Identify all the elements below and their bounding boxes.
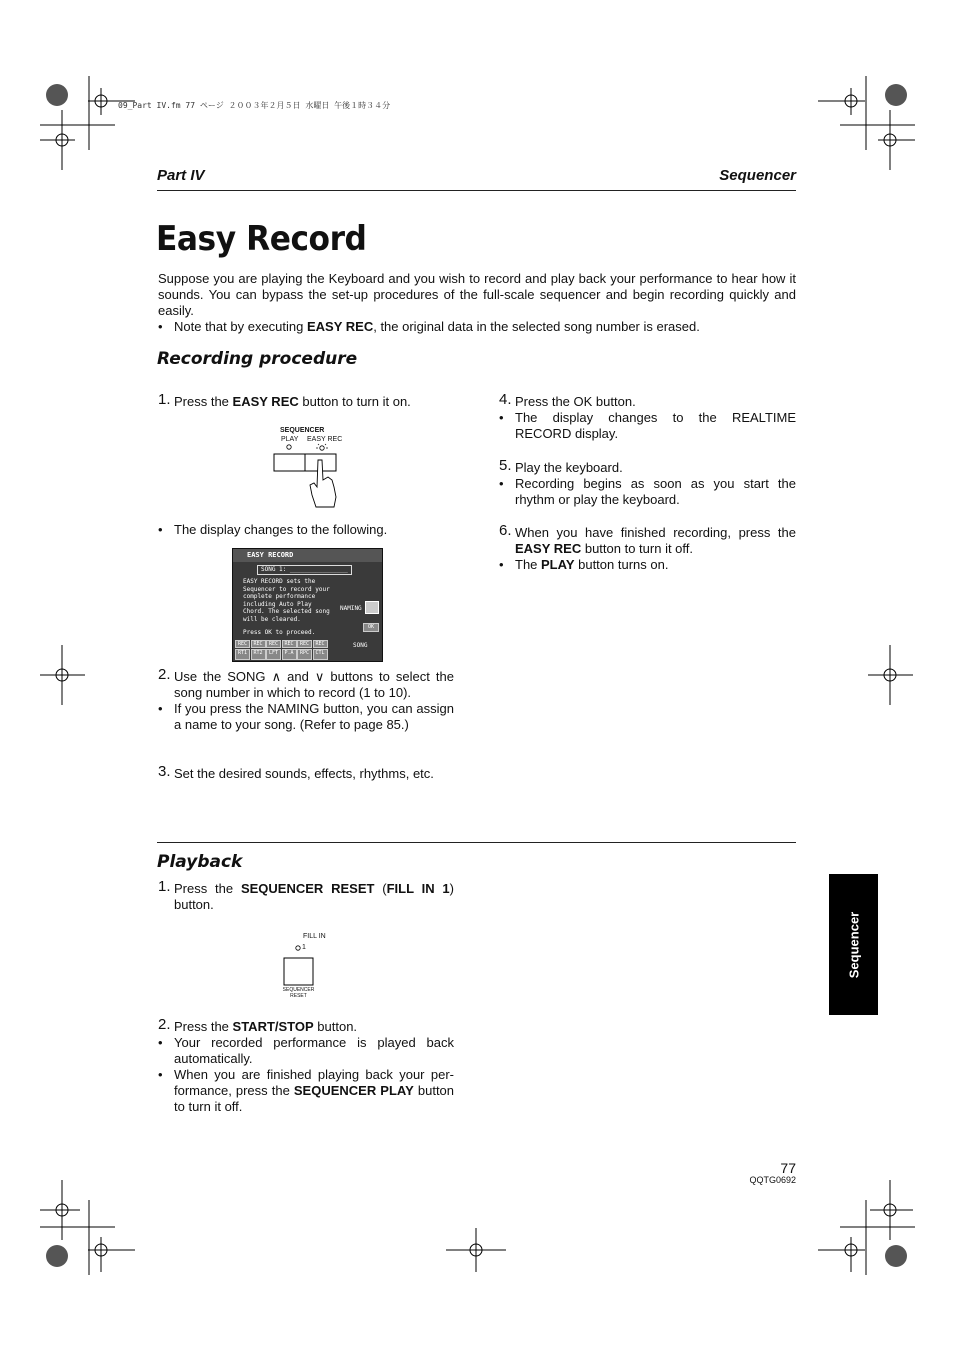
lcd-track-rec-button[interactable]: REC [313, 640, 328, 648]
naming-icon [365, 601, 379, 614]
lcd-song-label: SONG [353, 642, 368, 649]
intro-note: • Note that by executing EASY REC, the original data in the selected song number is erased. [158, 319, 796, 335]
sequencer-reset-label: SEQUENCER RESET [282, 987, 315, 999]
rec-step-1: 1. Press the EASY REC button to turn it on. [158, 391, 411, 409]
lcd-track-label[interactable]: RT2 [251, 649, 266, 660]
play-step-2: 2. Press the START/STOP button. • Your recorded performance is played back automatically. • When you are finished playing back your performance, press the SEQUENCER PLAY button to turn it off. [158, 1019, 454, 1115]
lcd-track-label[interactable]: CTL [313, 649, 328, 660]
page-title: Easy Record [156, 219, 367, 259]
rec-step-2: 2. Use the SONG ∧ and ∨ buttons to select the song number in which to record (1 to 10). • If you press the NAMING button, you can assign a name to your song. (Refer to page 85.) [158, 669, 454, 733]
section-rule [157, 842, 796, 843]
panel-easyrec-label: EASY REC [307, 436, 343, 443]
lcd-track-label[interactable]: P.A [282, 649, 297, 660]
reset-button-shape [278, 930, 338, 990]
lcd-track-rec-button[interactable]: REC [235, 640, 250, 648]
intro [158, 271, 796, 335]
display-change-bullet: • The display changes to the following. [158, 522, 454, 538]
lcd-song-field: SONG 1: ________________ [257, 565, 352, 575]
lcd-track-label[interactable]: RPC [297, 649, 312, 660]
fill-in-label: FILL IN [303, 933, 326, 940]
lcd-proceed: Press OK to proceed. [243, 629, 316, 636]
lcd-track-rec-button[interactable]: REC [282, 640, 297, 648]
fill-in-1-label: 1 [302, 944, 306, 951]
page-number: 77 [780, 1160, 796, 1176]
lcd-track-label[interactable]: RT1 [235, 649, 250, 660]
easy-record-lcd [232, 548, 383, 662]
lcd-track-label[interactable]: LFT [266, 649, 281, 660]
play-step-1: 1. Press the SEQUENCER RESET (FILL IN 1) button. [158, 878, 455, 912]
recording-heading: Recording procedure [157, 349, 358, 369]
rec-step-6: 6. When you have finished recording, press the EASY REC button to turn it off. • The PLAY button turns on. [499, 525, 796, 573]
panel-play-label: PLAY [281, 436, 299, 443]
lcd-body: EASY RECORD sets the Sequencer to record your complete performance including Auto Play Chord. The selected song will be cleared. [243, 578, 330, 623]
rec-step-4: 4. Press the OK button. • The display changes to the REALTIME RECORD display. [499, 394, 796, 442]
lcd-naming: NAMING [340, 605, 362, 612]
sequencer-reset-illustration [278, 930, 338, 1005]
lcd-track-rec-button[interactable]: REC [251, 640, 266, 648]
lcd-title: EASY RECORD [247, 551, 294, 559]
panel-buttons [270, 425, 350, 510]
rec-step-5: 5. Play the keyboard. • Recording begins as soon as you start the rhythm or play the keyboard. [499, 460, 796, 508]
rec-step-3: 3. Set the desired sounds, effects, rhythms, etc. [158, 763, 434, 781]
header-part: Part IV [157, 167, 205, 184]
file-meta-line: 09_Part IV.fm 77 ページ ２００３年２月５日 水曜日 午後１時３４分 [118, 101, 391, 110]
lcd-track-rec-button[interactable]: REC [297, 640, 312, 648]
header-rule [157, 190, 796, 191]
doc-code: QQTG0692 [749, 1175, 796, 1185]
intro-text: Suppose you are playing the Keyboard and you wish to record and play back your performance to hear how it sounds. You can bypass the set-up procedures of the full-scale sequencer and begin recording quickly and easily. [158, 271, 796, 318]
section-side-tab: Sequencer [829, 874, 878, 1015]
sequencer-panel-illustration [270, 425, 350, 510]
header-section: Sequencer [719, 167, 796, 184]
lcd-ok-button[interactable]: OK [363, 623, 379, 632]
playback-heading: Playback [157, 852, 243, 872]
lcd-track-rec-button[interactable]: REC [266, 640, 281, 648]
panel-title: SEQUENCER [280, 427, 325, 434]
